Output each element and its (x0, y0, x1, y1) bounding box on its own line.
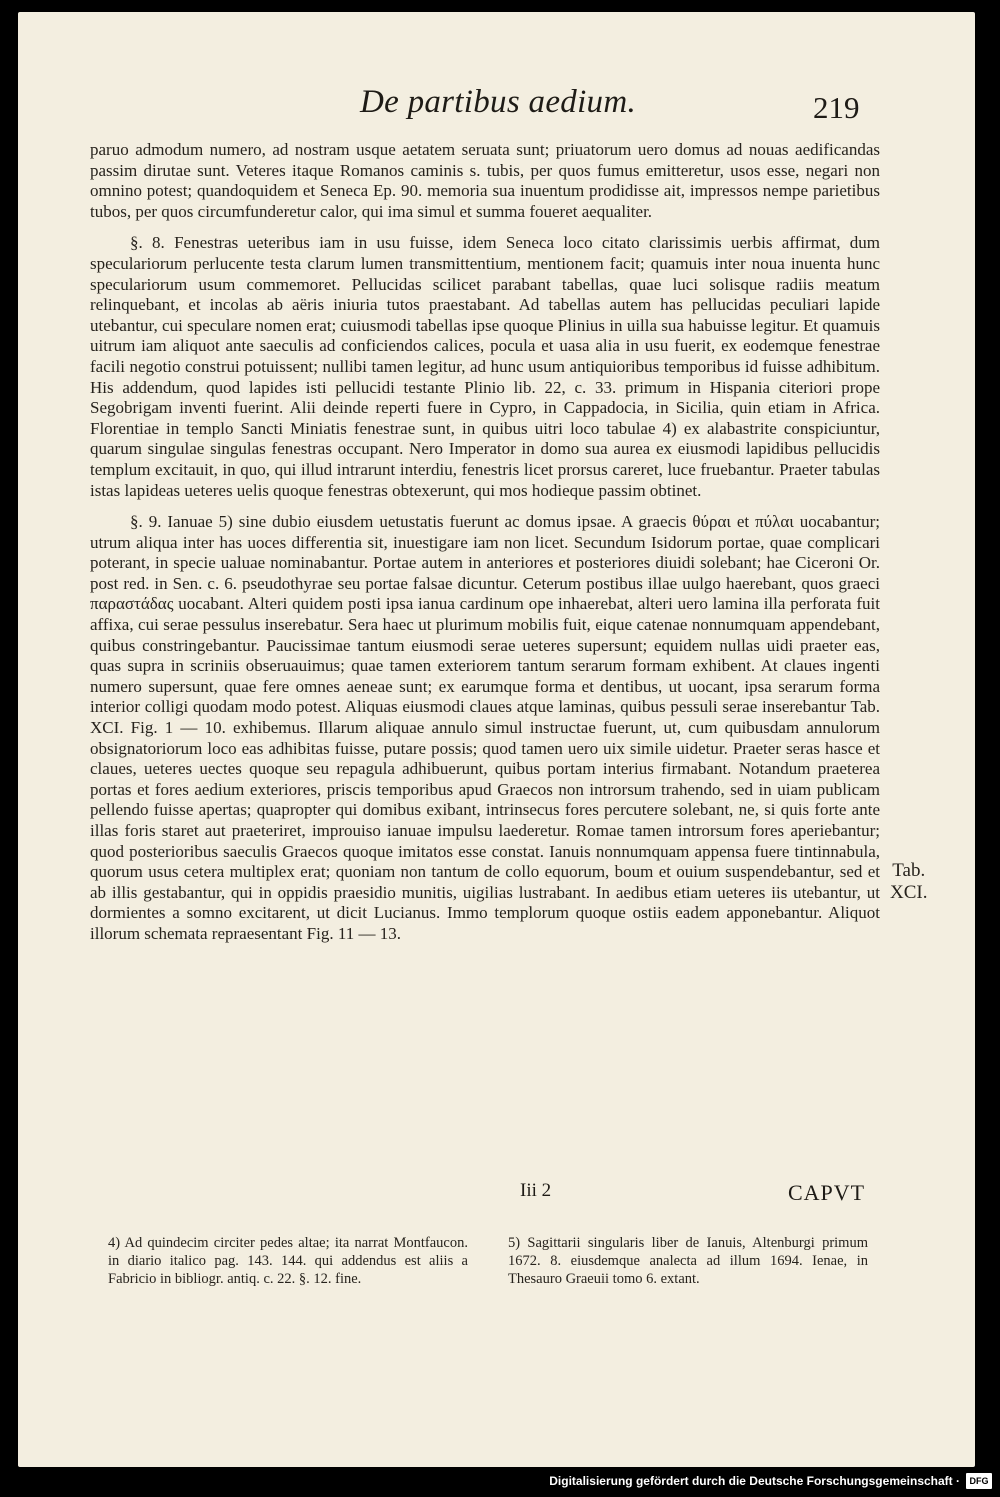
margin-note-line: Tab. (892, 860, 926, 881)
dfg-logo-icon: DFG (966, 1473, 992, 1489)
margin-note (890, 860, 927, 904)
paragraph-continuation: paruo admodum numero, ad nostram usque aetatem seruata sunt; priuatorum uero domus ad nouas aedificandas passim dirutae sunt. Veteres itaque Romanos caminis s. tubis, per quos fumus emitteretur, usos esse, negari non omnino potest; quandoquidem et Seneca Ep. 90. memoria sua inuentum prodidisse ait, impressos nempe parietibus tubos, per quos circumfunderetur calor, qui ima simul et summa foueret aequaliter. (90, 140, 880, 221)
margin-note-line: XCI. (890, 882, 928, 903)
scanned-page (18, 12, 975, 1467)
page-header (18, 84, 975, 134)
page-number: 219 (813, 90, 860, 125)
footnote-5: 5) Sagittarii singularis liber de Ianuis, Altenburgi primum 1672. 8. eiusdemque analecta ad illum 1694. Ienae, in Thesauro Graeuii tomo 6. extant. (508, 1235, 868, 1287)
signature-mark: Iii 2 (520, 1180, 552, 1201)
funding-credit: Digitalisierung gefördert durch die Deutsche Forschungsgemeinschaft · (549, 1474, 960, 1488)
body-text (90, 140, 880, 956)
footnote-4: 4) Ad quindecim circiter pedes altae; ita narrat Montfaucon. in diario italico pag. 143. 144. qui addendus est aliis a Fabricio in bibliogr. antiq. c. 22. §. 12. fine. (108, 1235, 468, 1287)
footer-bar (0, 1467, 1000, 1497)
paragraph-section-8: §. 8. Fenestras ueteribus iam in usu fuisse, idem Seneca loco citato clarissimis uerbis affirmat, dum speculariorum perlucente testa clarum lumen transmittentium, mentionem facit; quamuis inter noua inuenta hunc speculariorum usum commemoret. Pellucidas scilicet parabant tabellas, quae luci solisque radiis meatum relinquebant, et incolas ab aëris iniuria tutos praestabant. Ad tabellas autem has pellucidas peculiari lapide utebantur, cui speculare nomen erat; cuiusmodi tabellas ipse quoque Plinius in uilla sua habuisse legitur. Et quamuis uitrum iam aliquot ante saeculis ad conficiendos calices, pocula et uasa alia in usu fuerit, ex eodemque fenestrae facili negotio construi potuissent; nullibi tamen legitur, ad hunc usum antiquioribus temporibus id fuisse adhibitum. His addendum, quod lapides isti pellucidi testante Plinio lib. 22, c. 33. primum in Hispania citeriori prope Segobrigam inventi fuerint. Alii deinde reperti fuere in Cypro, in Cappadocia, in Sicilia, quin etiam in Africa. Florentiae in templo Sancti Miniatis fenestrae sunt, in quibus uitri loco tabulae 4) ex alabastrite conspiciuntur, quarum singulae singulas fenestras occupant. Nero Imperator in domo sua aurea ex eiusmodi lapidibus pellucidis templum excitauit, in quo, qui illud intrarunt interdiu, fenestris licet prorsus careret, luce fruebantur. Praeter tabulas istas lapideas ueteres uelis quoque fenestras obtexerunt, qui mos hodieque passim obtinet. (90, 233, 880, 500)
paragraph-section-9: §. 9. Ianuae 5) sine dubio eiusdem uetustatis fuerunt ac domus ipsae. A graecis θύραι et πύλαι uocabantur; utrum aliqua inter has uoces differentia sit, inuestigare iam non licet. Secundum Isidorum portae, quae complicari poterant, in specie ualuae nominabantur. Portae autem in anteriores et posteriores diuidi solebant; hae Ciceroni Or. post red. in Sen. c. 6. pseudothyrae seu portae falsae dicuntur. Ceterum postibus illae uulgo haerebant, quos graeci παραστάδας uocabant. Alteri quidem posti ipsa ianua cardinum ope inhaerebat, alteri uero lamina illa perforata fuit affixa, cui serae pessulus inserebatur. Sera haec ut plurimum mobilis fuit, eique catenae nonnumquam appendebant, quibus constringebantur. Paucissimae tantum eiusmodi serae ueteres supersunt; equidem nullas uidi praeter eas, quas supra in scriniis obseruauimus; quae tamen exteriorem tantum serarum formam exhibent. At claues ingenti numero supersunt, quae fere omnes aeneae sunt; ex earumque forma et dentibus, ut uocant, ipsa serarum forma interior colligi quodam modo potest. Aliquas eiusmodi claues atque laminas, quibus pessuli serae inserebantur Tab. XCI. Fig. 1 — 10. exhibemus. Illarum aliquae annulo simul instructae fuerunt, ut, cum quibusdam annulorum obsignatoriorum loco eas adhibitas fuisse, putare possis; quod tamen uero uix simile uidetur. Praeter seras hasce et claues, ueteres uectes quoque seu repagula adhibuerunt, quibus portam interius firmabant. Notandum praeterea portas et fores aedium exteriores, priscis temporibus apud Graecos non introrsum trahendo, sed in uiam publicam pellendo fuisse apertas; quapropter qui domibus exibant, intrinsecus fores percutere solebant, ne, si quis forte ante illas foris staret aut praeteriret, improuiso ianuae impulsu laederetur. Romae tamen introrsum fores aperiebantur; quod posterioribus saeculis Graecos quoque imitatos esse constat. Ianuis nonnumquam appensa fuere tintinnabula, quorum usus cetera multiplex erat; quoniam non tantum de collo equorum, boum et ouium suspendebantur, sed et ab illis gestabantur, qui in oppidis praesidio munitis, uigilias lustrabant. In aedibus etiam ueteres iis utebantur, ut dormientes a somno excitarent, ut dicit Lucianus. Immo templorum quoque ostiis eadem apponebantur. Aliquot illorum schemata repraesentant Fig. 11 — 13. (90, 512, 880, 943)
catchword: CAPVT (788, 1180, 866, 1205)
running-title: De partibus aedium. (359, 84, 637, 120)
